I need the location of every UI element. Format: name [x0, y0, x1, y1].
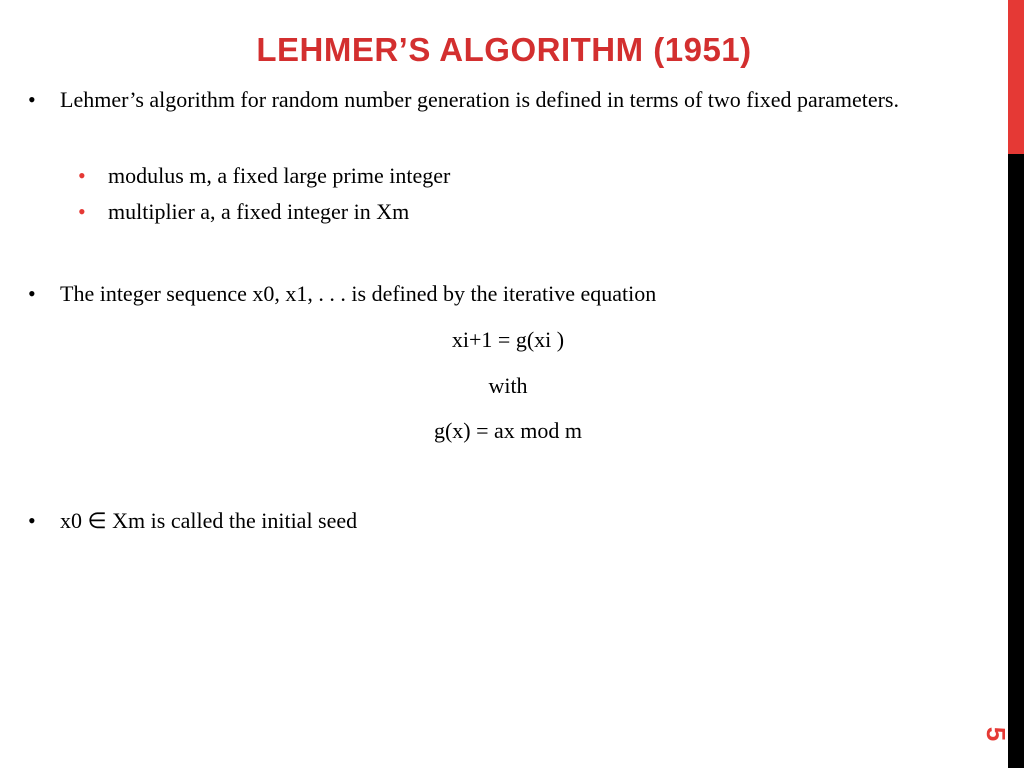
bullet-dot: •	[28, 281, 36, 306]
sub-bullet-item	[78, 160, 878, 192]
sub-bullet-item	[78, 196, 878, 228]
page-number: 5	[981, 726, 1012, 742]
sub-bullet-text: modulus m, a fixed large prime integer	[108, 163, 451, 188]
bullet-item	[28, 278, 928, 310]
bullet-dot: •	[28, 508, 36, 533]
bullet-text: Lehmer’s algorithm for random number generation is defined in terms of two fixed parameters.	[60, 87, 899, 112]
bullet-item	[28, 84, 928, 116]
sidebar-accent-bar	[1008, 0, 1024, 154]
slide-title: LEHMER’S ALGORITHM (1951)	[256, 31, 752, 68]
sub-bullet-text: multiplier a, a fixed integer in Xm	[108, 199, 410, 224]
bullet-item	[28, 505, 928, 537]
equation-line: g(x) = ax mod m	[433, 418, 583, 443]
bullet-dot: •	[28, 87, 36, 112]
equation-connector: with	[488, 373, 528, 398]
sidebar-dark-bar	[1008, 154, 1024, 768]
equation-line: xi+1 = g(xi )	[451, 327, 565, 352]
sub-bullet-dot: •	[78, 163, 86, 188]
bullet-text: x0 ∈ Xm is called the initial seed	[60, 508, 358, 533]
bullet-text: The integer sequence x0, x1, . . . is defined by the iterative equation	[60, 281, 657, 306]
sub-bullet-dot: •	[78, 199, 86, 224]
